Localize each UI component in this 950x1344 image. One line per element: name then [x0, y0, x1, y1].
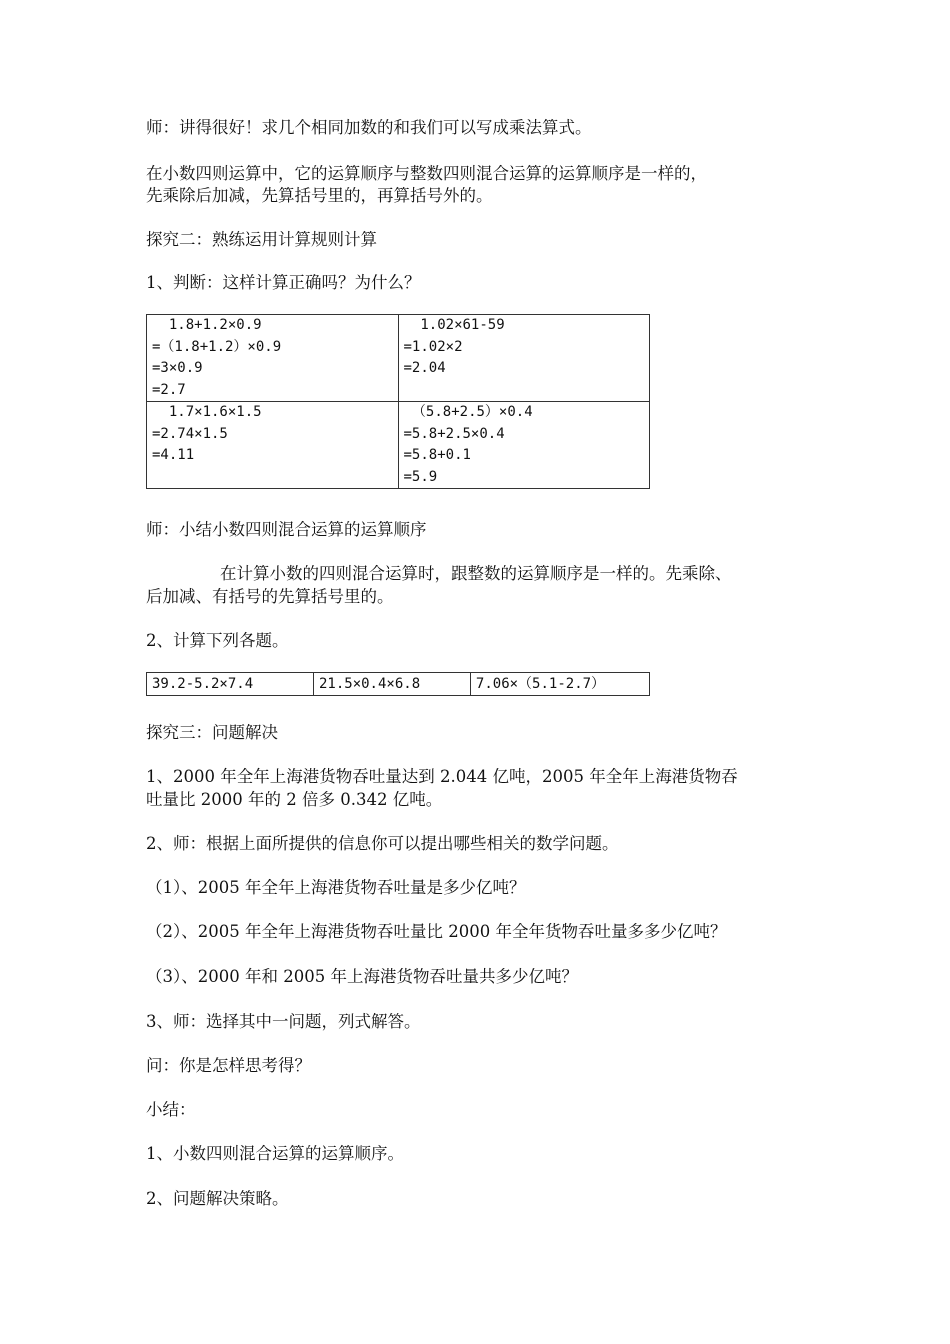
table-row	[147, 402, 650, 489]
judge-question: 1、判断：这样计算正确吗？为什么？	[146, 273, 421, 292]
question-2: （2）、2005 年全年上海港货物吞吐量比 2000 年全年货物吞吐量多多少亿吨？	[146, 922, 727, 941]
calc-line: 1.02×61-59	[403, 317, 505, 333]
table-row	[147, 673, 650, 696]
table-row	[147, 315, 650, 402]
table-cell: 7.06×（5.1-2.7）	[470, 673, 649, 696]
calc-line: 1.7×1.6×1.5	[152, 404, 262, 420]
ask-thinking: 问：你是怎样思考得？	[146, 1056, 311, 1075]
summary-text-line-1: 在计算小数的四则混合运算时，跟整数的运算顺序是一样的。先乘除、	[220, 564, 732, 583]
order-of-operations-line-2: 先乘除后加减，先算括号里的，再算括号外的。	[146, 186, 493, 205]
calc-line: =4.11	[152, 447, 195, 463]
judge-table	[146, 314, 650, 489]
table-cell	[398, 315, 650, 402]
teacher-summary-heading: 师：小结小数四则混合运算的运算顺序	[146, 520, 427, 539]
calc-line: =5.8+0.1	[403, 447, 471, 463]
compute-table	[146, 672, 650, 696]
compute-question: 2、计算下列各题。	[146, 631, 289, 650]
calc-line: =2.04	[403, 360, 446, 376]
calc-line: （5.8+2.5）×0.4	[403, 404, 533, 420]
summary-item-1: 1、小数四则混合运算的运算顺序。	[146, 1144, 404, 1163]
table-cell	[398, 402, 650, 489]
calc-line: 1.8+1.2×0.9	[152, 317, 262, 333]
table-cell: 39.2-5.2×7.4	[147, 673, 314, 696]
teacher-prompt-solve: 3、师：选择其中一问题，列式解答。	[146, 1012, 421, 1031]
calc-line: =5.9	[403, 468, 438, 485]
teacher-remark-multiplication: 师：讲得很好！求几个相同加数的和我们可以写成乘法算式。	[146, 118, 592, 137]
calc-line: =2.7	[152, 381, 186, 398]
problem-text-line-2: 吐量比 2000 年的 2 倍多 0.342 亿吨。	[146, 790, 443, 809]
teacher-prompt-questions: 2、师：根据上面所提供的信息你可以提出哪些相关的数学问题。	[146, 834, 619, 853]
section-heading-explore-3: 探究三：问题解决	[146, 723, 278, 742]
calc-line: =5.8+2.5×0.4	[403, 425, 505, 442]
calc-line: =2.74×1.5	[152, 425, 228, 442]
question-3: （3）、2000 年和 2005 年上海港货物吞吐量共多少亿吨？	[146, 967, 578, 986]
summary-text-line-2: 后加减、有括号的先算括号里的。	[146, 587, 394, 606]
summary-heading: 小结：	[146, 1100, 196, 1119]
calc-line: =1.02×2	[403, 338, 463, 355]
section-heading-explore-2: 探究二：熟练运用计算规则计算	[146, 230, 377, 249]
problem-text-line-1: 1、2000 年全年上海港货物吞吐量达到 2.044 亿吨，2005 年全年上海港货物吞	[146, 767, 738, 786]
question-1: （1）、2005 年全年上海港货物吞吐量是多少亿吨？	[146, 878, 526, 897]
table-cell: 21.5×0.4×6.8	[313, 673, 470, 696]
calc-line: =（1.8+1.2）×0.9	[152, 338, 282, 355]
summary-item-2: 2、问题解决策略。	[146, 1189, 289, 1208]
table-cell	[147, 315, 399, 402]
table-cell	[147, 402, 399, 489]
calc-line: =3×0.9	[152, 360, 203, 376]
order-of-operations-line-1: 在小数四则运算中，它的运算顺序与整数四则混合运算的运算顺序是一样的，	[146, 164, 707, 183]
